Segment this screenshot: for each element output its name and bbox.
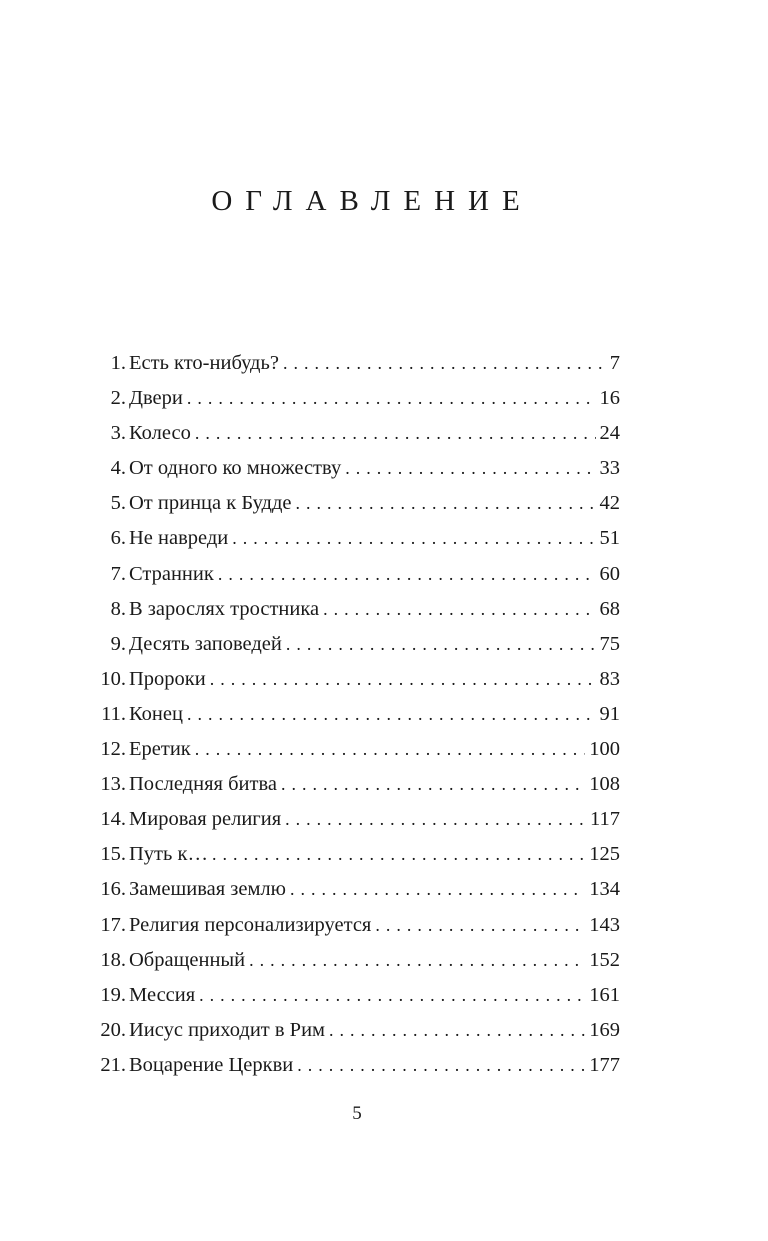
toc-entry-title: От одного ко множеству [129, 457, 342, 480]
toc-entry-number: 13. [100, 773, 126, 796]
toc-entry [80, 416, 620, 451]
dot-leader [187, 697, 596, 732]
toc-entry-number: 15. [100, 843, 126, 866]
dot-leader [232, 521, 595, 556]
dot-leader [283, 346, 606, 381]
toc-entry-page: 91 [599, 702, 620, 725]
toc-entry [80, 697, 620, 732]
toc-entry-title: Есть кто-нибудь? [129, 352, 279, 374]
toc-entry-number: 5. [110, 492, 126, 515]
toc-entry-number: 10. [100, 667, 126, 690]
toc-entry [80, 346, 620, 381]
toc-entry-page: 75 [599, 632, 620, 655]
dot-leader [323, 592, 595, 627]
dot-leader [195, 416, 596, 451]
toc-entry-number: 18. [100, 948, 126, 971]
dot-leader [281, 767, 585, 802]
toc-entry-page: 83 [599, 667, 620, 690]
toc-entry [80, 872, 620, 907]
dot-leader [249, 943, 585, 978]
toc-entry-page: 68 [599, 597, 620, 620]
toc-entry [80, 802, 620, 837]
toc-entry-title: Путь к… [129, 843, 208, 866]
dot-leader [218, 557, 596, 592]
toc-entry-number: 8. [110, 597, 126, 620]
toc-entry-title: Воцарение Церкви [129, 1053, 294, 1076]
toc-entry-page: 16 [599, 387, 620, 410]
toc-entry-number: 20. [100, 1018, 126, 1041]
dot-leader [297, 1048, 585, 1083]
table-of-contents [80, 346, 620, 1083]
toc-entry-page: 177 [589, 1053, 620, 1076]
toc-entry-page: 143 [589, 913, 620, 936]
toc-entry-page: 169 [589, 1018, 620, 1041]
toc-entry-page: 60 [599, 562, 620, 585]
dot-leader [296, 486, 596, 521]
toc-entry-page: 152 [589, 948, 620, 971]
toc-entry [80, 521, 620, 556]
toc-entry-page: 24 [599, 422, 620, 445]
toc-entry [80, 1048, 620, 1083]
toc-entry [80, 908, 620, 943]
toc-entry [80, 662, 620, 697]
toc-entry-page: 100 [589, 738, 620, 761]
toc-entry-title: Конец [129, 702, 183, 725]
toc-entry [80, 837, 620, 872]
toc-entry-title: Обращенный [129, 948, 246, 971]
dot-leader [375, 908, 585, 943]
toc-entry-title: Мессия [129, 983, 196, 1006]
toc-entry-title: Пророки [129, 667, 206, 690]
toc-entry [80, 451, 620, 486]
toc-entry-page: 134 [589, 878, 620, 901]
toc-entry [80, 943, 620, 978]
dot-leader [286, 627, 596, 662]
dot-leader [329, 1013, 585, 1048]
dot-leader [195, 732, 585, 767]
toc-entry-number: 17. [100, 913, 126, 936]
toc-entry-page: 42 [599, 492, 620, 515]
toc-entry-number: 12. [100, 738, 126, 761]
toc-entry-title: Двери [129, 387, 183, 410]
toc-entry-title: От принца к Будде [129, 492, 292, 515]
toc-entry-number: 19. [100, 983, 126, 1006]
toc-entry-number: 11. [101, 702, 126, 725]
toc-entry-page: 51 [599, 527, 620, 550]
toc-entry [80, 486, 620, 521]
toc-entry [80, 557, 620, 592]
toc-entry [80, 732, 620, 767]
toc-entry-number: 7. [110, 562, 126, 585]
toc-entry [80, 381, 620, 416]
toc-entry-number: 1. [110, 352, 126, 374]
toc-entry-title: Еретик [129, 738, 191, 761]
toc-entry [80, 767, 620, 802]
toc-entry-title: Десять заповедей [129, 632, 282, 655]
toc-entry-number: 6. [110, 527, 126, 550]
toc-entry-title: Колесо [129, 422, 191, 445]
toc-entry-number: 14. [100, 808, 126, 831]
toc-entry-number: 21. [100, 1053, 126, 1076]
toc-entry-title: Религия персонализируется [129, 913, 372, 936]
toc-entry-page: 161 [589, 983, 620, 1006]
toc-entry [80, 592, 620, 627]
dot-leader [285, 802, 586, 837]
dot-leader [210, 662, 596, 697]
toc-entry-number: 9. [110, 632, 126, 655]
toc-entry-title: Мировая религия [129, 808, 282, 831]
dot-leader [199, 978, 585, 1013]
toc-entry-number: 16. [100, 878, 126, 901]
toc-entry-page: 33 [599, 457, 620, 480]
page-title: ОГЛАВЛЕНИЕ [211, 185, 533, 218]
toc-entry-page: 108 [589, 773, 620, 796]
toc-entry-title: Странник [129, 562, 214, 585]
toc-entry-title: Замешивая землю [129, 878, 286, 901]
toc-entry-title: В зарослях тростника [129, 597, 320, 620]
toc-entry-number: 4. [110, 457, 126, 480]
toc-entry-title: Иисус приходит в Рим [129, 1018, 326, 1041]
dot-leader [290, 872, 585, 907]
dot-leader [345, 451, 595, 486]
toc-entry-page: 125 [589, 843, 620, 866]
toc-entry-number: 2. [110, 387, 126, 410]
toc-entry-number: 3. [110, 422, 126, 445]
toc-entry [80, 978, 620, 1013]
toc-entry [80, 1013, 620, 1048]
toc-entry-page: 117 [590, 808, 620, 831]
toc-entry-title: Последняя битва [129, 773, 277, 796]
dot-leader [187, 381, 596, 416]
dot-leader [212, 837, 585, 872]
toc-entry-page: 7 [609, 352, 620, 374]
toc-entry [80, 627, 620, 662]
page-number: 5 [352, 1103, 362, 1124]
toc-entry-title: Не навреди [129, 527, 229, 550]
